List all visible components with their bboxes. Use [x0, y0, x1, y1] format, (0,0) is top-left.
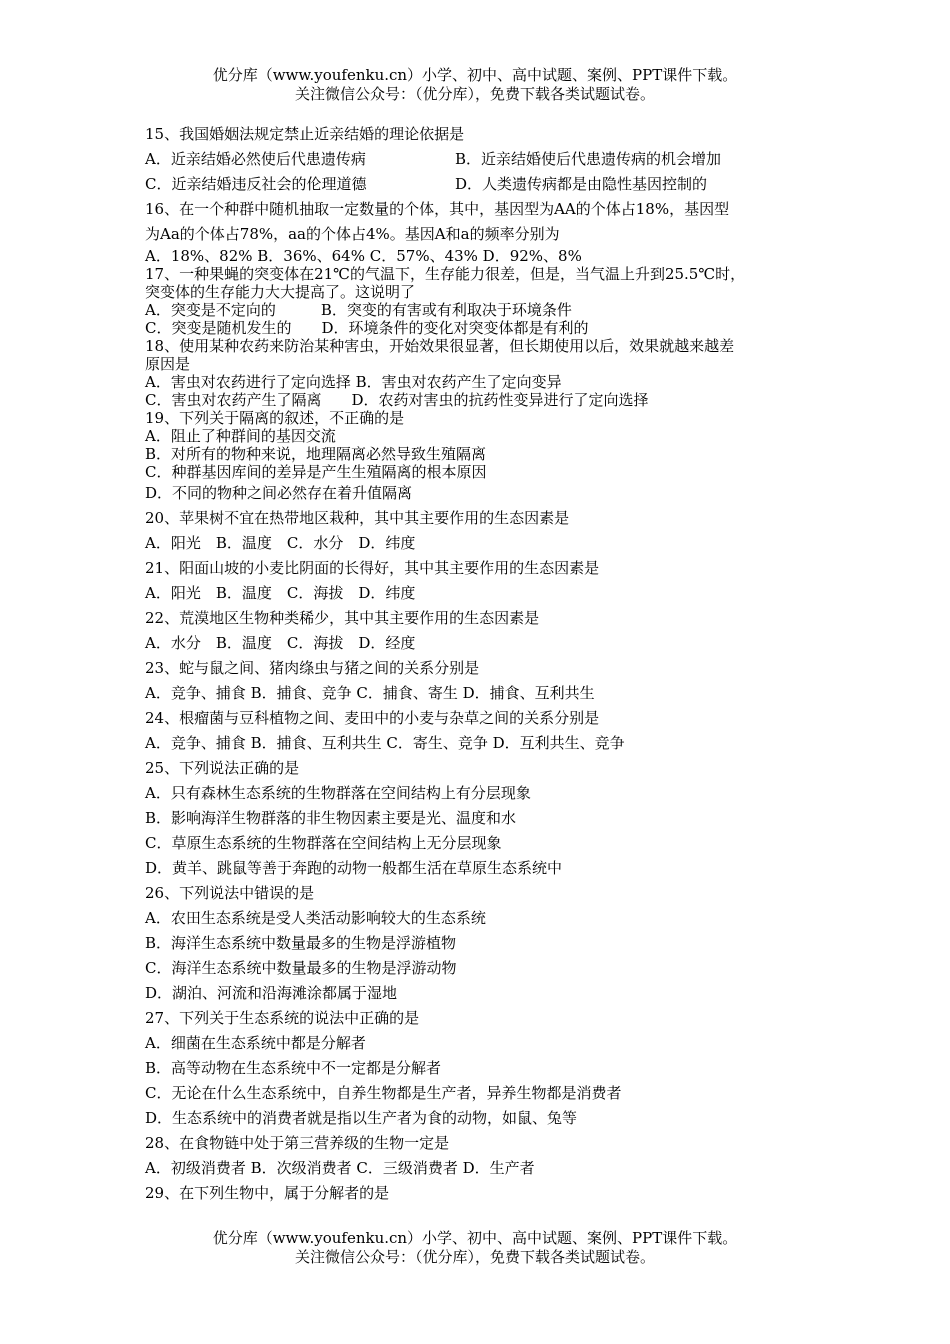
question-21-stem: 21、阳面山坡的小麦比阴面的长得好，其中其主要作用的生态因素是	[145, 559, 600, 577]
question-20-options: A．阳光 B．温度 C．水分 D．纬度	[145, 534, 416, 552]
page-footer	[0, 1229, 950, 1267]
question-19-option-b: B．对所有的物种来说，地理隔离必然导致生殖隔离	[145, 445, 487, 463]
question-26-option-d: D．湖泊、河流和沿海滩涂都属于湿地	[145, 984, 398, 1002]
question-27-option-b: B．高等动物在生态系统中不一定都是分解者	[145, 1059, 442, 1077]
question-17-stem-line-2: 突变体的生存能力大大提高了。这说明了	[145, 283, 416, 301]
question-28-options: A．初级消费者 B．次级消费者 C．三级消费者 D．生产者	[145, 1159, 535, 1177]
question-26-option-a: A．农田生态系统是受人类活动影响较大的生态系统	[145, 909, 486, 927]
question-24-options: A．竞争、捕食 B．捕食、互利共生 C．寄生、竞争 D．互利共生、竞争	[145, 734, 625, 752]
question-19-stem: 19、下列关于隔离的叙述，不正确的是	[145, 409, 405, 427]
question-21-options: A．阳光 B．温度 C．海拔 D．纬度	[145, 584, 416, 602]
question-26-stem: 26、下列说法中错误的是	[145, 884, 315, 902]
question-27-option-d: D．生态系统中的消费者就是指以生产者为食的动物，如鼠、兔等	[145, 1109, 578, 1127]
question-27-option-c: C．无论在什么生态系统中，自养生物都是生产者，异养生物都是消费者	[145, 1084, 622, 1102]
question-22-stem: 22、荒漠地区生物种类稀少，其中其主要作用的生态因素是	[145, 609, 540, 627]
question-23-options: A．竞争、捕食 B．捕食、竞争 C．捕食、寄生 D．捕食、互利共生	[145, 684, 595, 702]
question-29-stem: 29、在下列生物中，属于分解者的是	[145, 1184, 390, 1202]
question-15-option-a: A．近亲结婚必然使后代患遗传病	[145, 150, 366, 168]
header-site-line: 优分库（www.youfenku.cn）小学、初中、高中试题、案例、PPT课件下载。	[212, 66, 738, 84]
question-26-option-c: C．海洋生态系统中数量最多的生物是浮游动物	[145, 959, 457, 977]
question-23-stem: 23、蛇与鼠之间、猪肉绦虫与猪之间的关系分别是	[145, 659, 480, 677]
question-27-stem: 27、下列关于生态系统的说法中正确的是	[145, 1009, 420, 1027]
question-25-option-b: B．影响海洋生物群落的非生物因素主要是光、温度和水	[145, 809, 517, 827]
question-18-options-ab: A．害虫对农药进行了定向选择 B．害虫对农药产生了定向变异	[145, 373, 562, 391]
question-15-options-row-2	[145, 172, 825, 197]
page-header	[0, 66, 950, 104]
question-25-option-a: A．只有森林生态系统的生物群落在空间结构上有分层现象	[145, 784, 531, 802]
question-19-option-c: C．种群基因库间的差异是产生生殖隔离的根本原因	[145, 463, 487, 481]
question-24-stem: 24、根瘤菌与豆科植物之间、麦田中的小麦与杂草之间的关系分别是	[145, 709, 600, 727]
footer-site-line: 优分库（www.youfenku.cn）小学、初中、高中试题、案例、PPT课件下载。	[212, 1229, 738, 1247]
question-17-options-cd: C．突变是随机发生的 D．环境条件的变化对突变体都是有利的	[145, 319, 589, 337]
question-15-option-c: C．近亲结婚违反社会的伦理道德	[145, 175, 367, 193]
question-18-stem-line-2: 原因是	[145, 355, 191, 373]
footer-wechat-line: 关注微信公众号：（优分库），免费下载各类试题试卷。	[294, 1248, 655, 1266]
question-17-options-ab: A．突变是不定向的 B．突变的有害或有利取决于环境条件	[145, 301, 572, 319]
question-15-options-row-1	[145, 147, 825, 172]
question-15-stem: 15、我国婚姻法规定禁止近亲结婚的理论依据是	[145, 125, 465, 143]
question-list	[145, 122, 825, 1206]
question-25-option-d: D．黄羊、跳鼠等善于奔跑的动物一般都生活在草原生态系统中	[145, 859, 563, 877]
header-wechat-line: 关注微信公众号：（优分库），免费下载各类试题试卷。	[294, 85, 655, 103]
question-18-options-cd: C．害虫对农药产生了隔离 D．农药对害虫的抗药性变异进行了定向选择	[145, 391, 649, 409]
question-16-stem-line-2: 为Aa的个体占78%，aa的个体占4%。基因A和a的频率分别为	[145, 225, 560, 243]
question-26-option-b: B．海洋生态系统中数量最多的生物是浮游植物	[145, 934, 457, 952]
question-16-options: A．18%、82% B．36%、64% C．57%、43% D．92%、8%	[145, 247, 582, 265]
question-19-option-a: A．阻止了种群间的基因交流	[145, 427, 336, 445]
question-15-option-d: D．人类遗传病都是由隐性基因控制的	[455, 175, 708, 193]
question-27-option-a: A．细菌在生态系统中都是分解者	[145, 1034, 366, 1052]
question-19-option-d: D．不同的物种之间必然存在着升值隔离	[145, 484, 413, 502]
question-17-stem-line-1: 17、一种果蝇的突变体在21℃的气温下，生存能力很差，但是，当气温上升到25.5℃时，	[145, 265, 746, 283]
question-15-option-b: B．近亲结婚使后代患遗传病的机会增加	[455, 150, 722, 168]
question-28-stem: 28、在食物链中处于第三营养级的生物一定是	[145, 1134, 450, 1152]
question-18-stem-line-1: 18、使用某种农药来防治某种害虫，开始效果很显著，但长期使用以后，效果就越来越差	[145, 337, 735, 355]
question-25-option-c: C．草原生态系统的生物群落在空间结构上无分层现象	[145, 834, 502, 852]
question-20-stem: 20、苹果树不宜在热带地区栽种，其中其主要作用的生态因素是	[145, 509, 570, 527]
question-25-stem: 25、下列说法正确的是	[145, 759, 300, 777]
question-16-stem-line-1: 16、在一个种群中随机抽取一定数量的个体，其中，基因型为AA的个体占18%，基因型	[145, 200, 730, 218]
question-22-options: A．水分 B．温度 C．海拔 D．经度	[145, 634, 416, 652]
